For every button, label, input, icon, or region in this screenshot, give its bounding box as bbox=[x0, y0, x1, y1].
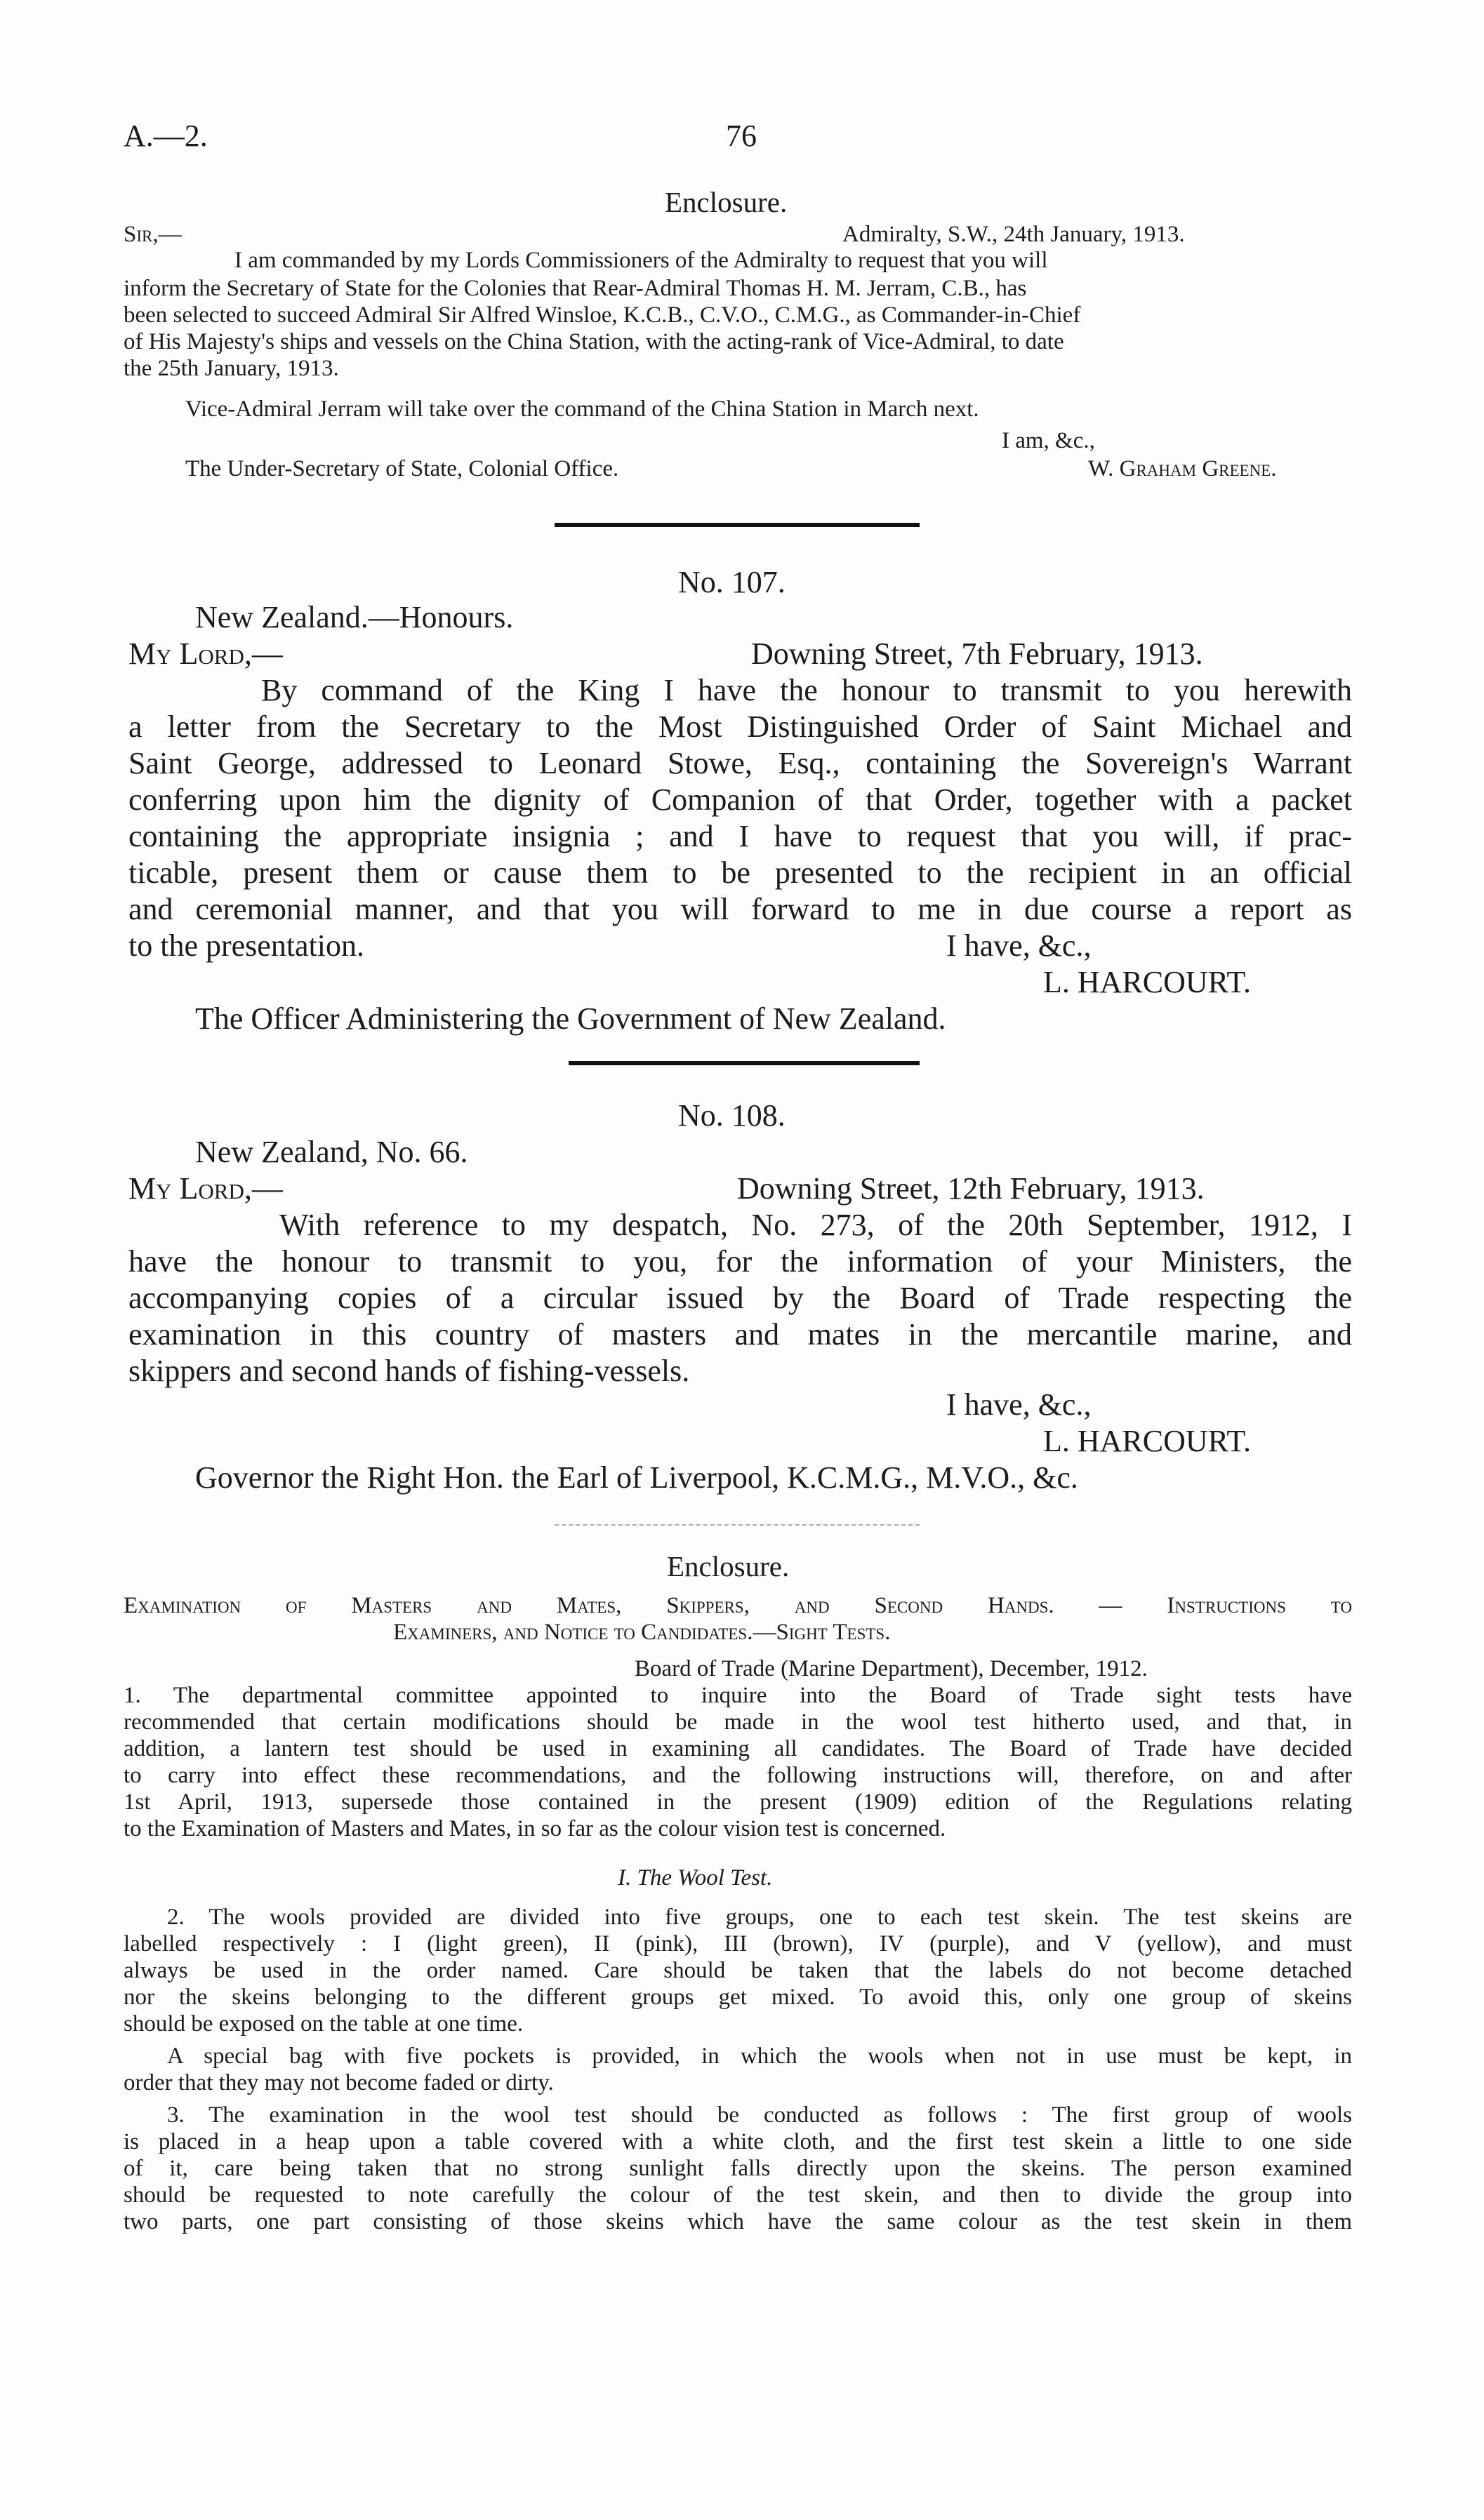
paragraph-line: A special bag with five pockets is provided, in which the wools when not in use must be kept, in bbox=[167, 2044, 1352, 2069]
despatch-subject: New Zealand, No. 66. bbox=[195, 1135, 468, 1169]
addressee: Governor the Right Hon. the Earl of Liverpool, K.C.M.G., M.V.O., &c. bbox=[195, 1460, 1078, 1495]
paragraph-line: recommended that certain modifications should be made in the wool test hitherto used, and that, in bbox=[124, 1709, 1352, 1735]
salutation: Sir,— bbox=[124, 222, 182, 247]
paragraph-line: labelled respectively : I (light green), II (pink), III (brown), IV (purple), and V (yellow), and must bbox=[124, 1931, 1352, 1956]
closing: I have, &c., bbox=[946, 928, 1092, 963]
letter-line: been selected to succeed Admiral Sir Alfred Winsloe, K.C.B., C.V.O., C.M.G., as Commander-in-Chief bbox=[124, 302, 1081, 328]
letter-line: conferring upon him the dignity of Companion of that Order, together with a packet bbox=[128, 782, 1352, 817]
letter-line: ticable, present them or cause them to be presented to the recipient in an official bbox=[128, 855, 1352, 890]
section-divider bbox=[555, 1524, 920, 1526]
place-date: Board of Trade (Marine Department), December, 1912. bbox=[635, 1656, 1148, 1681]
letter-line: to the presentation. bbox=[128, 928, 365, 963]
section-heading: I. The Wool Test. bbox=[618, 1865, 773, 1891]
salutation: My Lord,— bbox=[128, 636, 283, 671]
letter-line: and ceremonial manner, and that you will forward to me in due course a report as bbox=[128, 892, 1352, 926]
letter-line: By command of the King I have the honour to transmit to you herewith bbox=[261, 673, 1352, 707]
paragraph-line: 3. The examination in the wool test should be conducted as follows : The first group of wools bbox=[167, 2102, 1352, 2128]
signature: W. Graham Greene. bbox=[1088, 456, 1277, 481]
letter-line: I am commanded by my Lords Commissioners of the Admiralty to request that you will bbox=[234, 248, 1048, 273]
page-reference: A.—2. bbox=[124, 119, 208, 153]
paragraph-line: nor the skeins belonging to the different groups get mixed. To avoid this, only one group of skeins bbox=[124, 1985, 1352, 2010]
enclosure-heading: Enclosure. bbox=[667, 1550, 790, 1582]
paragraph-line: to carry into effect these recommendations, and the following instructions will, therefore, on and after bbox=[124, 1763, 1352, 1788]
section-divider bbox=[555, 523, 920, 527]
paragraph-line: 2. The wools provided are divided into five groups, one to each test skein. The test skeins are bbox=[167, 1905, 1352, 1930]
signature: L. HARCOURT. bbox=[1043, 1424, 1251, 1458]
letter-line: skippers and second hands of fishing-vessels. bbox=[128, 1354, 690, 1388]
closing: I have, &c., bbox=[946, 1387, 1092, 1422]
page-number: 76 bbox=[726, 119, 757, 153]
paragraph-line: should be requested to note carefully the colour of the test skein, and then to divide the group into bbox=[124, 2182, 1352, 2208]
letter-line: examination in this country of masters and mates in the mercantile marine, and bbox=[128, 1317, 1352, 1352]
letter-line: of His Majesty's ships and vessels on the China Station, with the acting-rank of Vice-Admiral, to date bbox=[124, 329, 1064, 354]
letter-line: accompanying copies of a circular issued by the Board of Trade respecting the bbox=[128, 1281, 1352, 1315]
paragraph-line: is placed in a heap upon a table covered with a white cloth, and the first test skein a little to one side bbox=[124, 2129, 1352, 2154]
paragraph-line: to the Examination of Masters and Mates, in so far as the colour vision test is concerned. bbox=[124, 1816, 946, 1841]
place-date: Downing Street, 12th February, 1913. bbox=[737, 1171, 1205, 1206]
enclosure-title: Examiners, and Notice to Candidates.—Sight Tests. bbox=[393, 1620, 891, 1645]
letter-line: Saint George, addressed to Leonard Stowe, Esq., containing the Sovereign's Warrant bbox=[128, 746, 1352, 780]
letter-line: have the honour to transmit to you, for the information of your Ministers, the bbox=[128, 1244, 1352, 1279]
enclosure-heading: Enclosure. bbox=[665, 186, 788, 218]
addressee: The Officer Administering the Government of New Zealand. bbox=[195, 1001, 946, 1036]
paragraph-line: 1. The departmental committee appointed to inquire into the Board of Trade sight tests have bbox=[124, 1683, 1352, 1708]
addressee: The Under-Secretary of State, Colonial Office. bbox=[185, 456, 619, 481]
enclosure-title: Examination of Masters and Mates, Skippers, and Second Hands. — Instructions to bbox=[124, 1593, 1352, 1618]
place-date: Admiralty, S.W., 24th January, 1913. bbox=[842, 222, 1185, 247]
paragraph-line: of it, care being taken that no strong sunlight falls directly upon the skeins. The person examined bbox=[124, 2156, 1352, 2181]
despatch-number: No. 107. bbox=[678, 565, 786, 599]
paragraph-line: should be exposed on the table at one time. bbox=[124, 2011, 524, 2036]
despatch-number: No. 108. bbox=[678, 1098, 786, 1133]
letter-line: With reference to my despatch, No. 273, of the 20th September, 1912, I bbox=[279, 1208, 1352, 1242]
place-date: Downing Street, 7th February, 1913. bbox=[751, 636, 1203, 671]
letter-line: the 25th January, 1913. bbox=[124, 356, 339, 381]
paragraph-line: addition, a lantern test should be used in examining all candidates. The Board of Trade have decided bbox=[124, 1736, 1352, 1761]
signature: L. HARCOURT. bbox=[1043, 965, 1251, 999]
despatch-subject: New Zealand.—Honours. bbox=[195, 600, 514, 634]
letter-line: containing the appropriate insignia ; and I have to request that you will, if prac- bbox=[128, 819, 1352, 853]
paragraph-line: always be used in the order named. Care should be taken that the labels do not become detached bbox=[124, 1958, 1352, 1983]
paragraph-line: 1st April, 1913, supersede those contained in the present (1909) edition of the Regulations relating bbox=[124, 1789, 1352, 1815]
letter-line: Vice-Admiral Jerram will take over the command of the China Station in March next. bbox=[185, 396, 979, 422]
section-divider bbox=[569, 1061, 920, 1065]
letter-line: a letter from the Secretary to the Most Distinguished Order of Saint Michael and bbox=[128, 709, 1352, 744]
paragraph-line: order that they may not become faded or dirty. bbox=[124, 2070, 554, 2095]
paragraph-line: two parts, one part consisting of those skeins which have the same colour as the test skein in them bbox=[124, 2209, 1352, 2234]
letter-line: inform the Secretary of State for the Colonies that Rear-Admiral Thomas H. M. Jerram, C.B., has bbox=[124, 276, 1027, 301]
closing: I am, &c., bbox=[1002, 428, 1095, 453]
salutation: My Lord,— bbox=[128, 1171, 283, 1206]
